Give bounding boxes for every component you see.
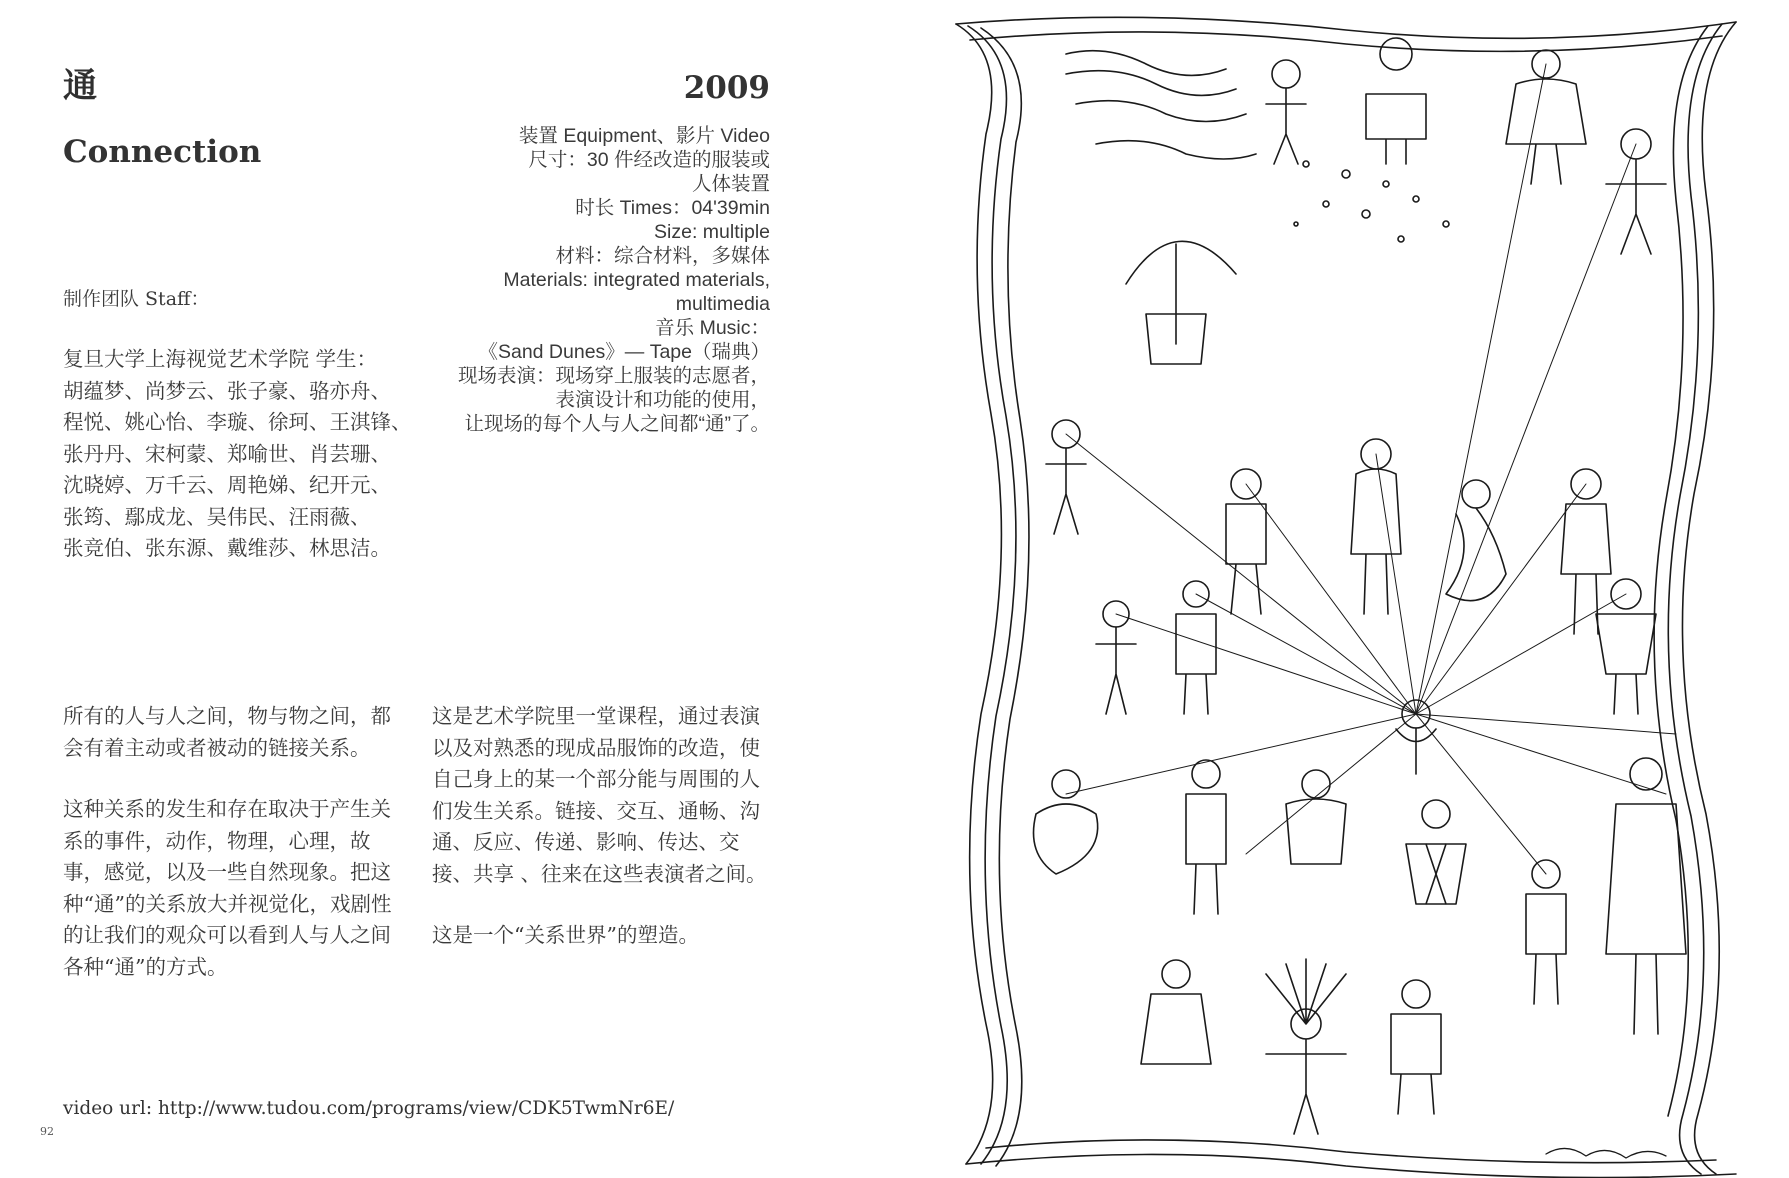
info-line: 装置 Equipment、影片 Video	[518, 125, 770, 147]
staff-line: 沈晓婷、万千云、周艳娣、纪开元、	[63, 473, 391, 497]
description-left	[63, 701, 408, 1013]
video-url-label: video url:	[63, 1098, 158, 1119]
info-line: 音乐 Music：	[655, 317, 770, 339]
info-line: Size: multiple	[654, 221, 770, 243]
figure-group-bottom	[1034, 758, 1687, 1134]
page-number: 92	[40, 1125, 54, 1138]
line-drawing-illustration	[946, 14, 1746, 1178]
staff-line: 张竞伯、张东源、戴维莎、林思洁。	[63, 536, 391, 560]
figure-group-middle	[1046, 420, 1656, 714]
description-paragraph: 所有的人与人之间，物与物之间，都会有着主动或者被动的链接关系。	[63, 704, 391, 760]
description-paragraph: 这是一个“关系世界”的塑造。	[432, 923, 699, 947]
info-line: 材料：综合材料，多媒体	[555, 245, 770, 267]
info-line: 让现场的每个人与人之间都“通”了。	[464, 413, 770, 435]
info-line: multimedia	[675, 293, 770, 315]
info-line: 尺寸：30 件经改造的服装或	[528, 149, 770, 171]
video-url-line	[63, 1098, 674, 1119]
staff-line: 张丹丹、宋柯蒙、郑喻世、肖芸珊、	[63, 441, 391, 466]
info-line: 《Sand Dunes》— Tape（瑞典）	[478, 341, 770, 363]
staff-line: 张筠、鄢成龙、吴伟民、汪雨薇、	[63, 504, 371, 529]
info-line: 人体装置	[691, 173, 770, 195]
description-paragraph: 这种关系的发生和存在取决于产生关系的事件，动作，物理，心理，故事，感觉，以及一些自然现象。把这种“通”的关系放大并视觉化，戏剧性的让我们的观众可以看到人与人之间各种“通”的方式。	[63, 797, 392, 979]
video-url-link[interactable]: http://www.tudou.com/programs/view/CDK5TwmNr6E/	[157, 1098, 675, 1119]
info-line: Materials: integrated materials,	[503, 269, 770, 291]
staff-label: 制作团队 Staff：	[63, 288, 210, 310]
staff-line: 复旦大学上海视觉艺术学院 学生：	[63, 347, 378, 371]
title-chinese: 通	[63, 66, 97, 106]
drawing-ink	[956, 17, 1736, 1177]
info-line: 表演设计和功能的使用，	[555, 389, 770, 411]
description-paragraph: 这是艺术学院里一堂课程，通过表演以及对熟悉的现成品服饰的改造，使自己身上的某一个部分能与周围的人们发生关系。链接、交互、通畅、沟通、反应、传递、影响、传达、交接、共享 、往来在这些表演者之间。	[432, 704, 767, 886]
year: 2009	[683, 70, 770, 106]
artwork-info	[420, 124, 770, 436]
description-right	[432, 701, 772, 982]
title-english: Connection	[63, 134, 262, 170]
dots-cluster	[1294, 161, 1449, 242]
info-line: 现场表演：现场穿上服装的志愿者，	[457, 365, 770, 387]
info-line: 时长 Times：04'39min	[575, 197, 770, 219]
staff-line: 胡蕴梦、尚梦云、张子豪、骆亦舟、	[63, 378, 391, 403]
staff-list	[63, 344, 423, 565]
staff-line: 程悦、姚心怡、李璇、徐珂、王淇锋、	[63, 410, 412, 434]
